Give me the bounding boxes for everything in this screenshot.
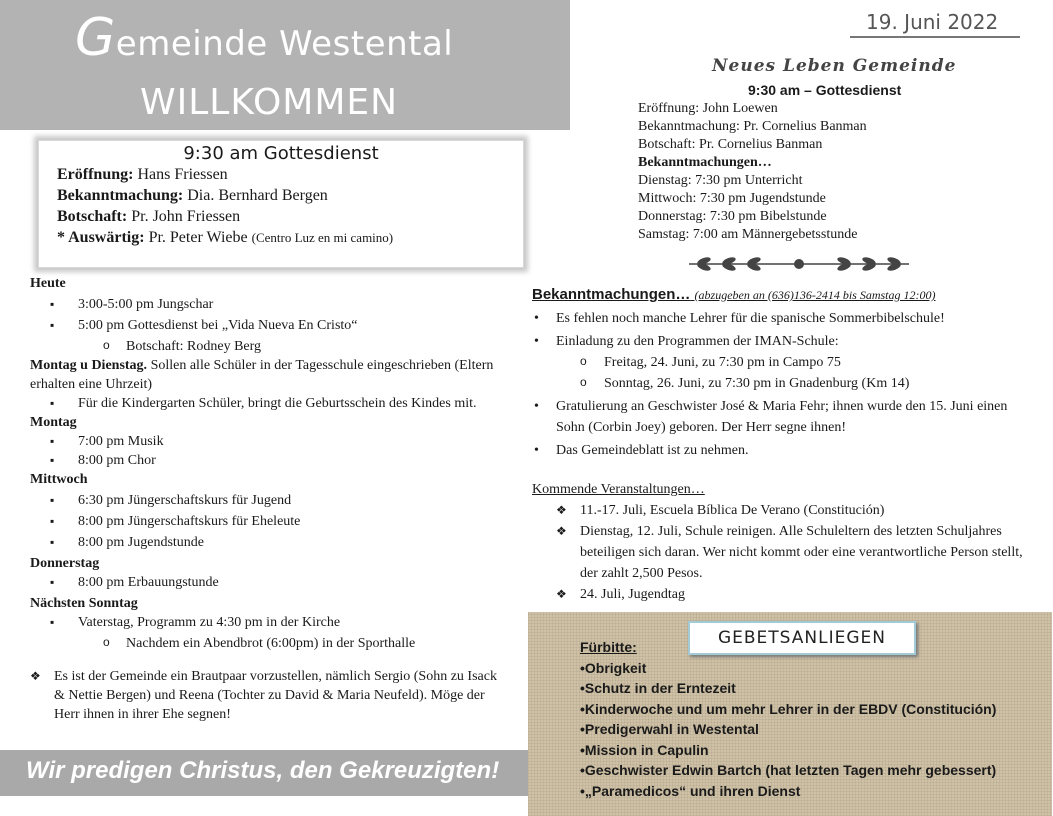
- service-row: Botschaft: Pr. John Friessen: [57, 208, 241, 225]
- list-item: ▪ 5:00 pm Gottesdienst bei „Vida Nueva En Cristo“: [30, 316, 500, 335]
- list-subitem: o Freitag, 24. Juni, zu 7:30 pm in Campo 75: [532, 352, 1037, 373]
- prayer-title: GEBETSANLIEGEN: [688, 621, 916, 655]
- list-item: ❖ Dienstag, 12. Juli, Schule reinigen. Alle Schuleltern des letzten Schuljahres beteiligen sich daran. Wer nicht kommt oder eine verantwortliche Person stellt, der zahlt 2,500 Pesos.: [532, 521, 1037, 584]
- day-heading: Donnerstag: [30, 556, 100, 571]
- announcements-note: (abzugeben an (636)136-2414 bis Samstag 12:00): [694, 288, 936, 302]
- day-heading: Montag: [30, 415, 77, 430]
- service-row: Bekanntmachung: Dia. Bernhard Bergen: [57, 187, 328, 204]
- prayer-item: • Predigerwahl in Westental: [580, 719, 996, 740]
- neues-leben-list: [638, 100, 867, 244]
- prayer-item: • Geschwister Edwin Bartch (hat letzten Tagen mehr gebessert): [580, 760, 996, 781]
- list-subitem: o Nachdem ein Abendbrot (6:00pm) in der Sporthalle: [30, 634, 500, 653]
- list-item: Eröffnung: John Loewen: [638, 101, 778, 116]
- list-item: ❖ 11.-17. Juli, Escuela Bíblica De Verano (Constitución): [532, 500, 1037, 521]
- list-item: ▪ 8:00 pm Erbauungstunde: [30, 573, 500, 592]
- welcome-heading: WILLKOMMEN: [140, 82, 399, 123]
- prayer-item: • Schutz in der Erntezeit: [580, 678, 996, 699]
- day-heading: Nächsten Sonntag: [30, 596, 138, 611]
- prayer-item: • Obrigkeit: [580, 658, 996, 679]
- date-underline: [850, 36, 1020, 38]
- ornament-divider-icon: [684, 254, 914, 274]
- list-item: Botschaft: Pr. Cornelius Banman: [638, 137, 823, 152]
- list-item: Samstag: 7:00 am Männergebetsstunde: [638, 227, 858, 242]
- list-subitem: o Botschaft: Rodney Berg: [30, 337, 500, 356]
- list-item: • Das Gemeindeblatt ist zu nehmen.: [532, 440, 1037, 461]
- service-row: Eröffnung: Hans Friessen: [57, 166, 228, 183]
- neues-leben-service: 9:30 am – Gottesdienst: [748, 82, 902, 98]
- list-item: • Einladung zu den Programmen der IMAN-Schule:: [532, 331, 1037, 352]
- list-item: ▪ 8:00 pm Jüngerschaftskurs für Eheleute: [30, 512, 500, 531]
- prayer-list: [580, 637, 996, 801]
- announcements-heading: Bekanntmachungen… (abzugeben an (636)136-2414 bis Samstag 12:00): [532, 286, 936, 303]
- list-item: ▪ 3:00-5:00 pm Jungschar: [30, 295, 500, 314]
- list-subitem: o Sonntag, 26. Juni, zu 7:30 pm in Gnadenburg (Km 14): [532, 373, 1037, 394]
- brautpaar-announcement: ❖ Es ist der Gemeinde ein Brautpaar vorzustellen, nämlich Sergio (Sohn zu Isack & Nettie Bergen) und Reena (Tochter zu David & Maria Neufeld). Möge der Herr ihnen in ihrer Ehe segnen!: [30, 667, 500, 724]
- prayer-item: • Mission in Capulin: [580, 740, 996, 761]
- list-item: Mittwoch: 7:30 pm Jugendstunde: [638, 191, 826, 206]
- neues-leben-title: Neues Leben Gemeinde: [712, 56, 957, 76]
- slogan-text: Wir predigen Christus, den Gekreuzigten!: [26, 757, 500, 784]
- announcements: [532, 284, 1037, 605]
- day-heading: Heute: [30, 276, 66, 291]
- prayer-item: • Kinderwoche und um mehr Lehrer in der EBDV (Constitución): [580, 699, 996, 720]
- list-item: Dienstag: 7:30 pm Unterricht: [638, 173, 803, 188]
- church-title: [75, 8, 515, 68]
- list-item: ▪ 8:00 pm Jugendstunde: [30, 533, 500, 552]
- service-box: [38, 140, 524, 268]
- upcoming-heading: Kommende Veranstaltungen…: [532, 482, 705, 497]
- list-item: ▪ Für die Kindergarten Schüler, bringt die Geburtsschein des Kindes mit.: [30, 394, 500, 413]
- list-item: Bekanntmachung: Pr. Cornelius Banman: [638, 119, 867, 134]
- bulletin-date: 19. Juni 2022: [866, 10, 999, 34]
- title-initial: G: [75, 8, 116, 68]
- montag-dienstag-note: Montag u Dienstag. Sollen alle Schüler in der Tagesschule eingeschrieben (Eltern erhalten eine Uhrzeit): [30, 358, 494, 392]
- title-rest: emeinde Westental: [115, 24, 454, 64]
- service-row: * Auswärtig: Pr. Peter Wiebe (Centro Luz en mi camino): [57, 229, 394, 246]
- list-item: • Es fehlen noch manche Lehrer für die spanische Sommerbibelschule!: [532, 308, 1037, 329]
- list-item: ▪ 6:30 pm Jüngerschaftskurs für Jugend: [30, 491, 500, 510]
- day-heading: Mittwoch: [30, 472, 88, 487]
- list-item: Donnerstag: 7:30 pm Bibelstunde: [638, 209, 827, 224]
- list-item: ❖ 24. Juli, Jugendtag: [532, 584, 1037, 605]
- list-item: ▪ 8:00 pm Chor: [30, 451, 500, 470]
- list-item: • Gratulierung an Geschwister José & Maria Fehr; ihnen wurde den 15. Juni einen Sohn (Corbin Joey) geboren. Der Herr segne ihnen!: [532, 396, 1037, 438]
- prayer-item: • „Paramedicos“ und ihren Dienst: [580, 781, 996, 802]
- weekly-schedule: [30, 274, 500, 724]
- list-heading: Bekanntmachungen…: [638, 155, 772, 170]
- list-item: ▪ Vaterstag, Programm zu 4:30 pm in der Kirche: [30, 613, 500, 632]
- service-heading: 9:30 am Gottesdienst: [183, 143, 379, 164]
- prayer-label: Fürbitte:: [580, 639, 637, 655]
- list-item: ▪ 7:00 pm Musik: [30, 432, 500, 451]
